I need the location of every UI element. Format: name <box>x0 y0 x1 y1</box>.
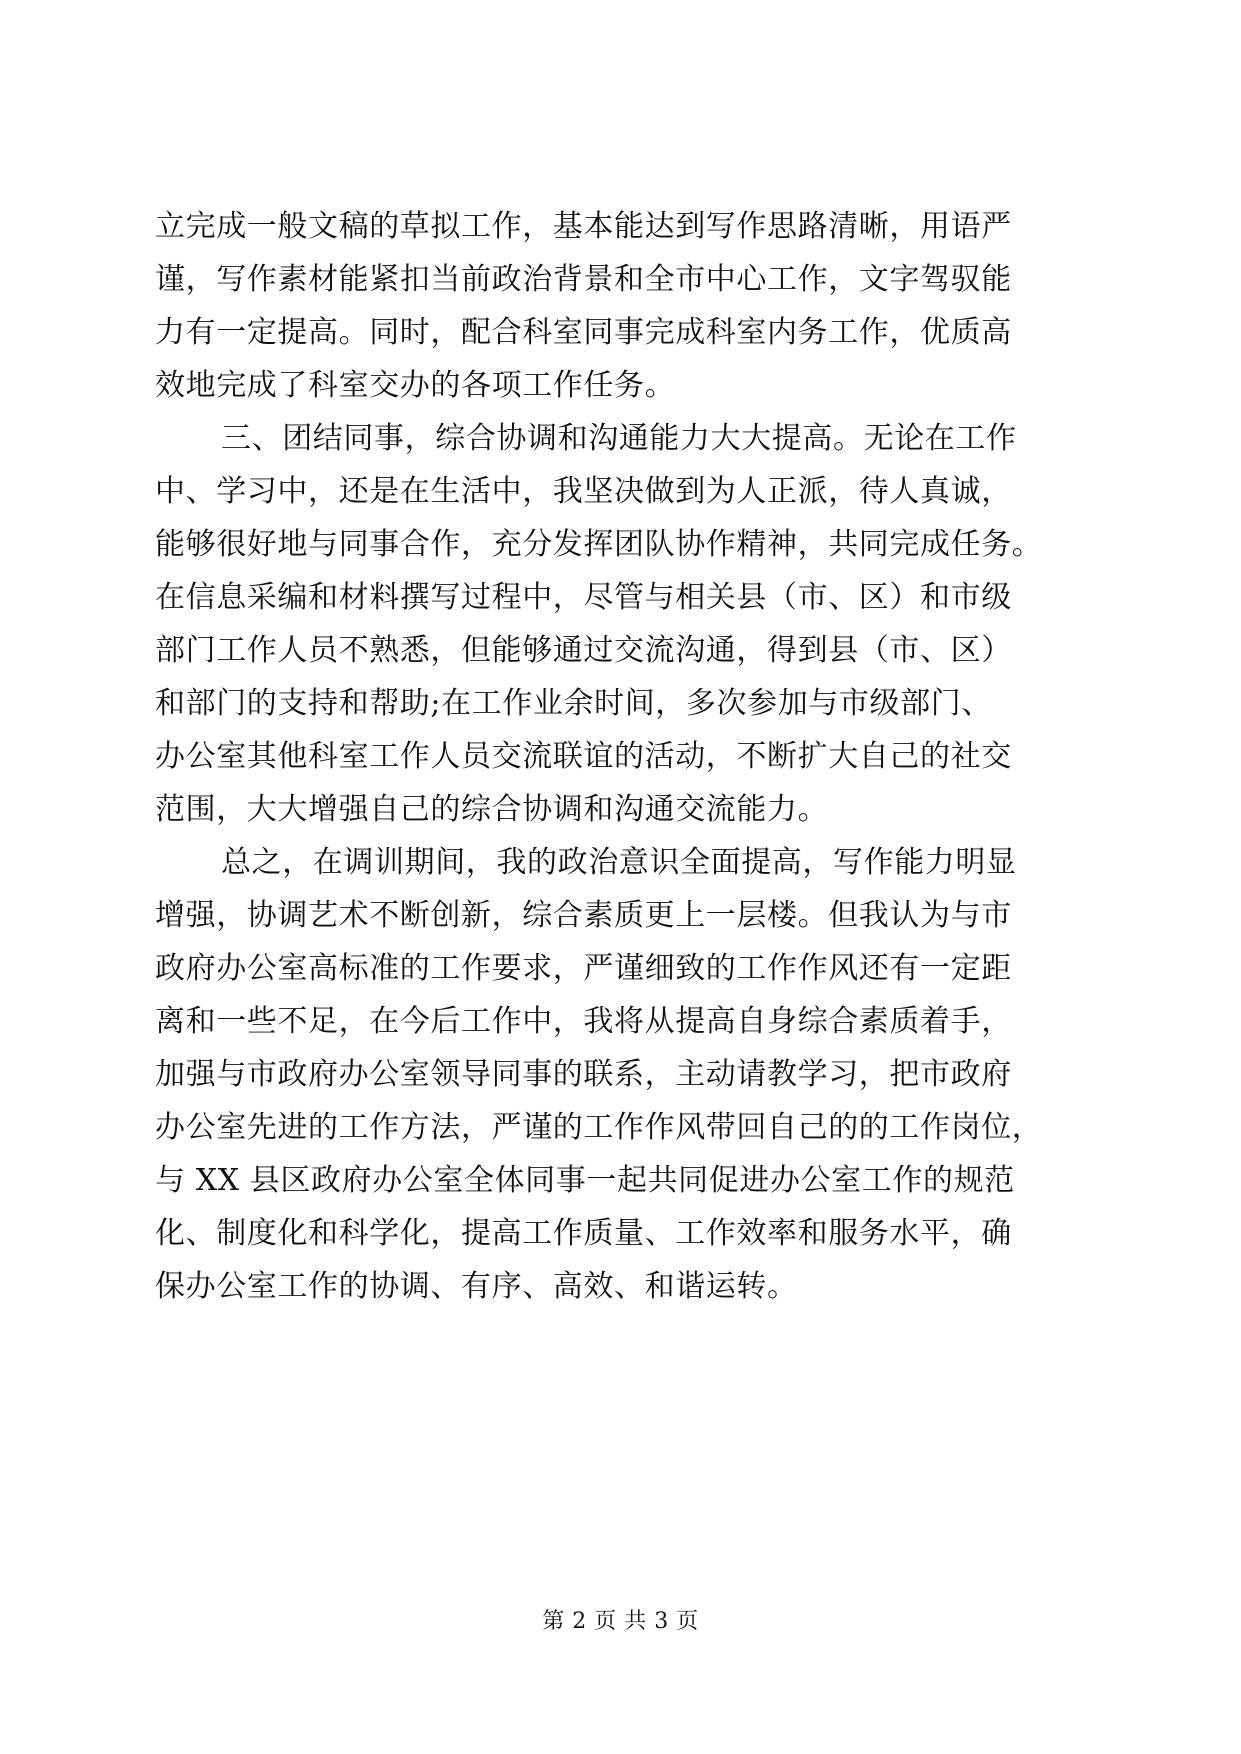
text-line: 能够很好地与同事合作，充分发挥团队协作精神，共同完成任务。 <box>155 527 1043 562</box>
text-line: 效地完成了科室交办的各项工作任务。 <box>155 368 676 403</box>
text-line: 和部门的支持和帮助;在工作业余时间，多次参加与市级部门、 <box>155 686 992 721</box>
text-line: 谨，写作素材能紧扣当前政治背景和全市中心工作，文字驾驭能 <box>155 262 1012 297</box>
text-line: 部门工作人员不熟悉，但能够通过交流沟通，得到县（市、区） <box>155 633 1012 668</box>
text-line: 增强，协调艺术不断创新，综合素质更上一层楼。但我认为与市 <box>155 898 1012 933</box>
text-line: 力有一定提高。同时，配合科室同事完成科室内务工作，优质高 <box>155 315 1012 350</box>
text-line: 与 XX 县区政府办公室全体同事一起共同促进办公室工作的规范 <box>155 1163 1015 1198</box>
paragraph-3 <box>155 836 1085 1313</box>
document-body <box>155 200 1085 1313</box>
text-line: 中、学习中，还是在生活中，我坚决做到为人正派，待人真诚， <box>155 474 1012 509</box>
text-line: 总之，在调训期间，我的政治意识全面提高，写作能力明显 <box>221 845 1017 880</box>
paragraph-1 <box>155 200 1085 412</box>
text-line: 立完成一般文稿的草拟工作，基本能达到写作思路清晰，用语严 <box>155 209 1012 244</box>
text-line: 政府办公室高标准的工作要求，严谨细致的工作作风还有一定距 <box>155 951 1012 986</box>
text-line: 办公室其他科室工作人员交流联谊的活动，不断扩大自己的社交 <box>155 739 1012 774</box>
text-line: 在信息采编和材料撰写过程中，尽管与相关县（市、区）和市级 <box>155 580 1012 615</box>
text-line: 保办公室工作的协调、有序、高效、和谐运转。 <box>155 1269 798 1304</box>
text-line: 加强与市政府办公室领导同事的联系，主动请教学习，把市政府 <box>155 1057 1012 1092</box>
page-footer: 第 2 页 共 3 页 <box>542 1609 699 1634</box>
paragraph-2 <box>155 412 1085 836</box>
text-line: 范围，大大增强自己的综合协调和沟通交流能力。 <box>155 792 829 827</box>
text-line: 离和一些不足，在今后工作中，我将从提高自身综合素质着手， <box>155 1004 1012 1039</box>
text-line: 三、团结同事，综合协调和沟通能力大大提高。无论在工作 <box>221 421 1017 456</box>
text-line: 化、制度化和科学化，提高工作质量、工作效率和服务水平，确 <box>155 1216 1012 1251</box>
text-line: 办公室先进的工作方法，严谨的工作作风带回自己的的工作岗位， <box>155 1110 1043 1145</box>
